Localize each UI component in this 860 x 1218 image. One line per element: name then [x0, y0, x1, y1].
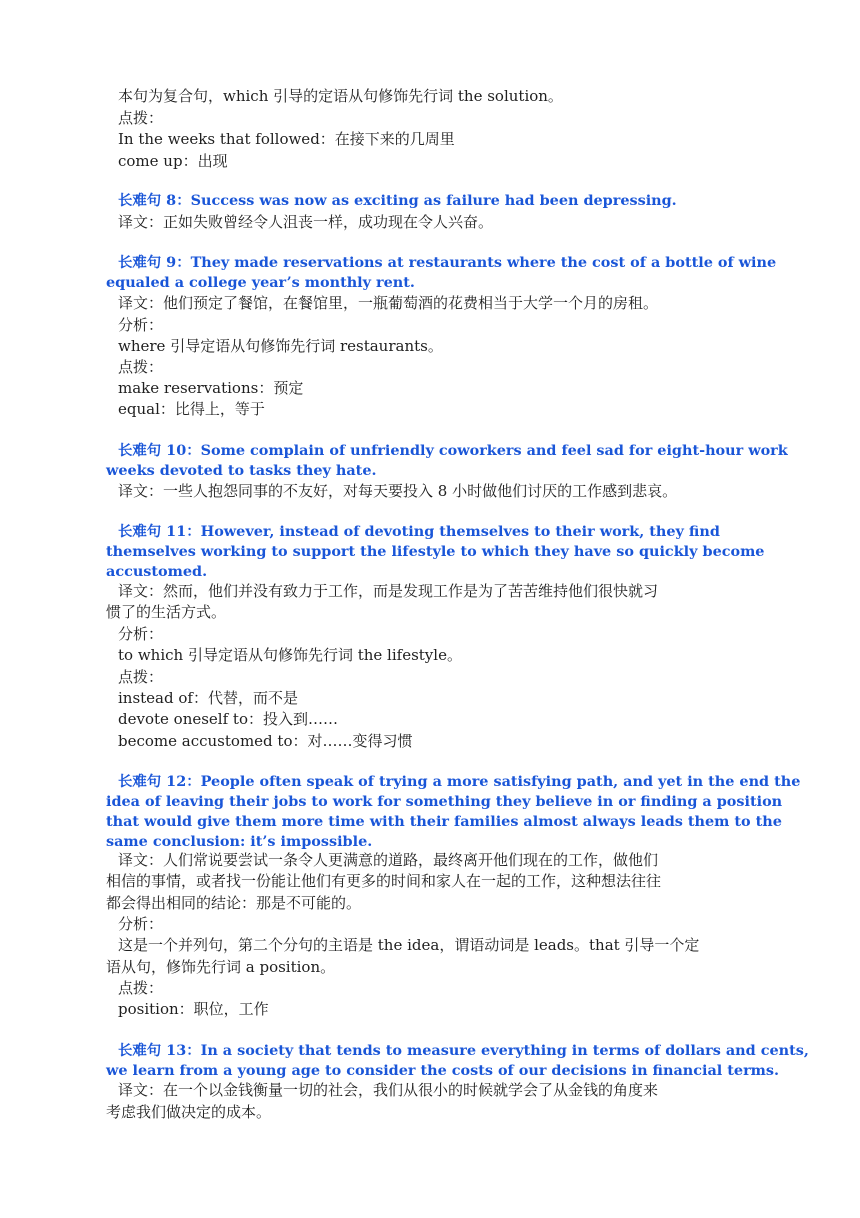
tip-line: become accustomed to：对……变得习惯 — [118, 732, 413, 750]
translation-line: 译文：在一个以金钱衡量一切的社会，我们从很小的时候就学会了从金钱的角度来 — [118, 1081, 659, 1099]
translation-line: 译文：然而，他们并没有致力于工作，而是发现工作是为了苦苦维持他们很快就习 — [118, 582, 659, 600]
heading-line: 长难句 12：People often speak of trying a more satisfying path, and yet in the end the — [118, 773, 801, 790]
tip-line: make reservations：预定 — [118, 379, 304, 397]
sentence-11-heading — [106, 522, 766, 582]
sentence-9-heading — [106, 253, 777, 293]
heading-line: same conclusion: it’s impossible. — [106, 833, 373, 850]
analysis-line: 本句为复合句，which 引导的定语从句修饰先行词 the solution。 — [118, 87, 563, 105]
tip-line: instead of：代替，而不是 — [118, 689, 298, 707]
tips-label: 点拨： — [118, 358, 164, 376]
translation-line: 考虑我们做决定的成本。 — [106, 1103, 272, 1121]
heading-line: 长难句 11：However, instead of devoting themselves to their work, they find — [118, 523, 720, 540]
heading-line: 长难句 9：They made reservations at restaurants where the cost of a bottle of wine — [118, 254, 777, 271]
tips-label: 点拨： — [118, 979, 164, 997]
analysis-line: 这是一个并列句，第二个分句的主语是 the idea，谓语动词是 leads。that 引导一个定 — [118, 936, 700, 954]
analysis-line: to which 引导定语从句修饰先行词 the lifestyle。 — [118, 646, 462, 664]
heading-line: accustomed. — [106, 563, 208, 580]
tip-line: position：职位，工作 — [118, 1000, 269, 1018]
heading-line: themselves working to support the lifestyle to which they have so quickly become — [106, 543, 765, 560]
heading-line: equaled a college year’s monthly rent. — [106, 274, 415, 291]
heading-line: 长难句 13：In a society that tends to measure everything in terms of dollars and cents, — [118, 1042, 809, 1059]
translation-line: 译文：一些人抱怨同事的不友好，对每天要投入 8 小时做他们讨厌的工作感到悲哀。 — [118, 482, 678, 500]
heading-line: idea of leaving their jobs to work for something they believe in or finding a position — [106, 793, 783, 810]
heading-line: that would give them more time with their families almost always leads them to the — [106, 813, 782, 830]
translation-line: 相信的事情，或者找一份能让他们有更多的时间和家人在一起的工作，这种想法往往 — [106, 872, 662, 890]
analysis-line: where 引导定语从句修饰先行词 restaurants。 — [118, 337, 443, 355]
tip-line: come up：出现 — [118, 152, 228, 170]
translation-line: 惯了的生活方式。 — [106, 603, 227, 621]
heading-line: 长难句 8：Success was now as exciting as failure had been depressing. — [118, 192, 677, 209]
translation-line: 都会得出相同的结论：那是不可能的。 — [106, 894, 362, 912]
sentence-13-heading — [106, 1041, 809, 1081]
heading-line: we learn from a young age to consider the costs of our decisions in financial terms. — [106, 1062, 780, 1079]
tip-line: devote oneself to：投入到…… — [118, 710, 338, 728]
tip-line: In the weeks that followed：在接下来的几周里 — [118, 130, 455, 148]
tips-label: 点拨： — [118, 668, 164, 686]
tips-label: 点拨： — [118, 109, 164, 127]
translation-line: 译文：他们预定了餐馆，在餐馆里，一瓶葡萄酒的花费相当于大学一个月的房租。 — [118, 294, 659, 312]
sentence-8-heading — [106, 191, 766, 211]
tip-line: equal：比得上，等于 — [118, 400, 265, 418]
translation-line: 译文：人们常说要尝试一条令人更满意的道路，最终离开他们现在的工作，做他们 — [118, 851, 659, 869]
sentence-12-heading — [106, 772, 801, 852]
heading-line: weeks devoted to tasks they hate. — [106, 462, 377, 479]
analysis-line: 语从句，修饰先行词 a position。 — [106, 958, 336, 976]
analysis-label: 分析： — [118, 316, 164, 334]
sentence-10-heading — [106, 441, 788, 481]
analysis-label: 分析： — [118, 625, 164, 643]
analysis-label: 分析： — [118, 915, 164, 933]
heading-line: 长难句 10：Some complain of unfriendly coworkers and feel sad for eight-hour work — [118, 442, 788, 459]
translation-line: 译文：正如失败曾经令人沮丧一样，成功现在令人兴奋。 — [118, 213, 494, 231]
